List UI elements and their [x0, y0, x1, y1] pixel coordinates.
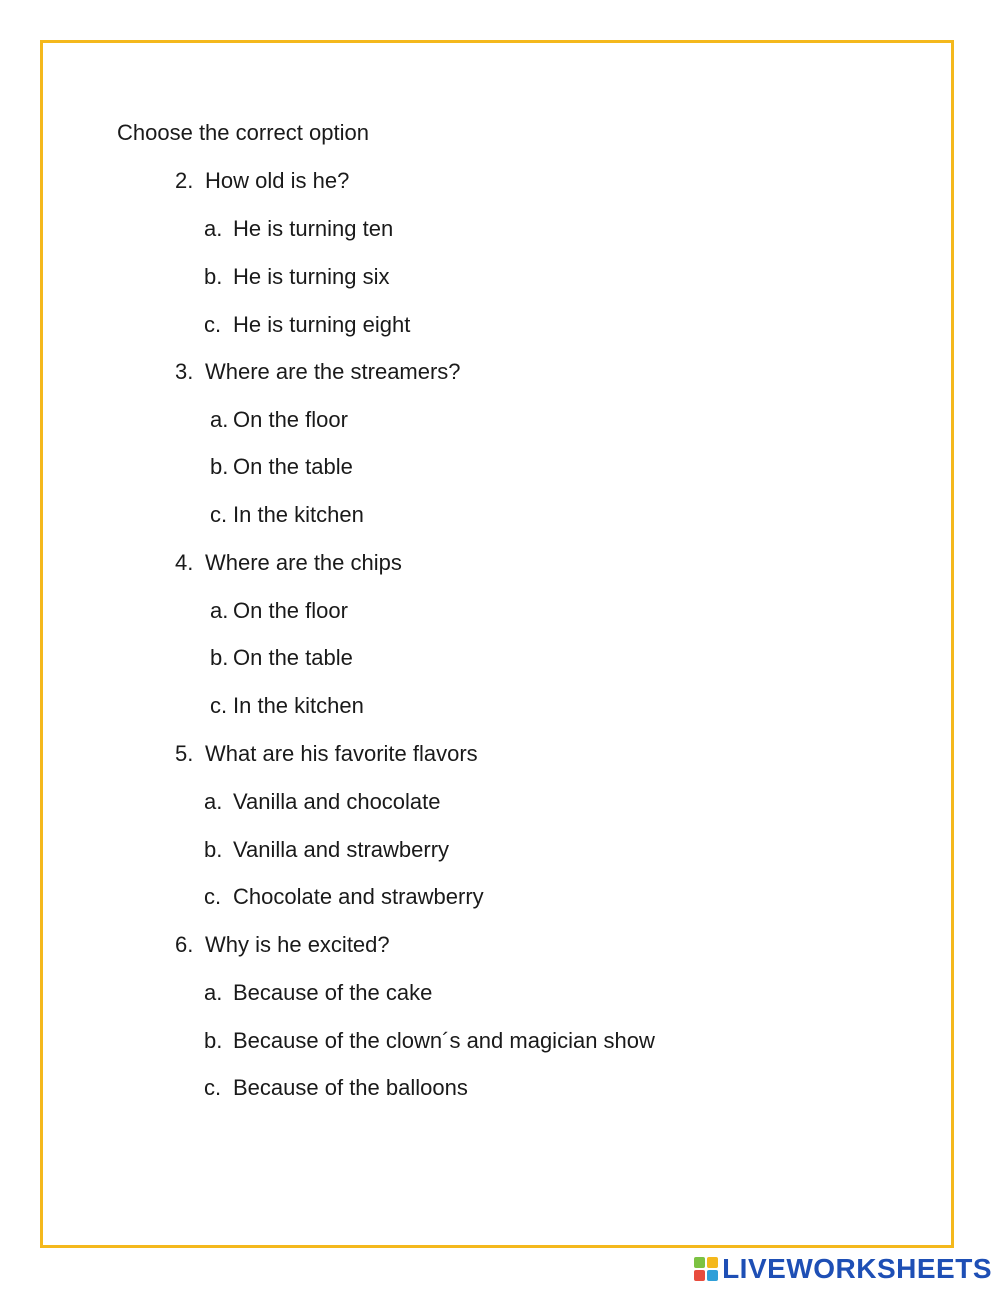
question-text: How old is he?	[205, 168, 350, 193]
option-letter: a.	[210, 407, 229, 432]
option-text: On the floor	[233, 598, 348, 623]
question-text: Where are the streamers?	[205, 359, 461, 384]
liveworksheets-logo-icon	[694, 1257, 718, 1281]
question-text: Why is he excited?	[205, 932, 390, 957]
option-letter: a.	[204, 216, 223, 241]
question-number: 6.	[175, 932, 194, 957]
logo-wordmark: LIVEWORKSHEETS	[722, 1253, 992, 1284]
instructions-heading: Choose the correct option	[117, 120, 369, 145]
question-text: What are his favorite flavors	[205, 741, 478, 766]
worksheet-frame	[40, 40, 954, 1248]
question-number: 5.	[175, 741, 194, 766]
option-text: Because of the clown´s and magician show	[233, 1028, 655, 1053]
option-text: Chocolate and strawberry	[233, 884, 484, 909]
option-letter: c.	[204, 884, 222, 909]
option-text: On the floor	[233, 407, 348, 432]
option-letter: b.	[210, 454, 229, 479]
option-text: On the table	[233, 645, 353, 670]
option-text: In the kitchen	[233, 693, 364, 718]
option-letter: b.	[204, 837, 223, 862]
liveworksheets-logo[interactable]	[694, 1252, 992, 1286]
option-letter: c.	[210, 693, 228, 718]
option-letter: c.	[210, 502, 228, 527]
logo-block-l	[694, 1257, 705, 1268]
question-number: 4.	[175, 550, 194, 575]
option-text: On the table	[233, 454, 353, 479]
logo-block-v	[694, 1270, 705, 1281]
option-letter: b.	[204, 264, 223, 289]
option-letter: c.	[204, 1075, 222, 1100]
option-text: Because of the cake	[233, 980, 433, 1005]
option-text: Vanilla and chocolate	[233, 789, 441, 814]
option-text: In the kitchen	[233, 502, 364, 527]
option-text: He is turning six	[233, 264, 390, 289]
question-number: 2.	[175, 168, 194, 193]
question-text: Where are the chips	[205, 550, 402, 575]
option-letter: a.	[210, 598, 229, 623]
option-letter: a.	[204, 789, 223, 814]
option-text: Vanilla and strawberry	[233, 837, 450, 862]
option-letter: b.	[204, 1028, 223, 1053]
logo-block-i	[707, 1257, 718, 1268]
option-letter: c.	[204, 312, 222, 337]
question-number: 3.	[175, 359, 194, 384]
option-text: He is turning ten	[233, 216, 394, 241]
logo-block-e	[707, 1270, 718, 1281]
option-letter: b.	[210, 645, 229, 670]
option-letter: a.	[204, 980, 223, 1005]
option-text: He is turning eight	[233, 312, 411, 337]
option-text: Because of the balloons	[233, 1075, 468, 1100]
